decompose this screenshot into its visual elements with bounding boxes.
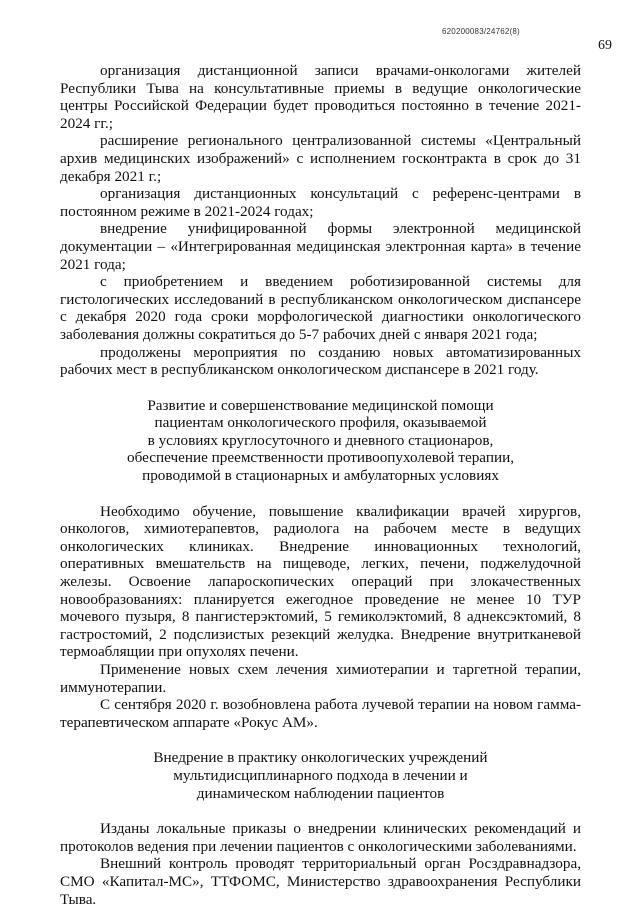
document-body [60, 62, 581, 908]
paragraph: Применение новых схем лечения химиотерапии и таргетной терапии, иммунотерапии. [60, 661, 581, 696]
document-id: 620200083/24762(8) [442, 27, 520, 36]
heading-line: динамическом наблюдении пациентов [196, 784, 445, 802]
heading-line: пациентам онкологического профиля, оказываемой [154, 414, 487, 432]
section-heading [60, 749, 581, 802]
paragraph: Необходимо обучение, повышение квалификации врачей хирургов, онкологов, химиотерапевтов, радиолога на рабочем месте в ведущих онкологических клиниках. Внедрение инновационных технологий, оперативных вмешательств на пищеводе, легких, печени, поджелудочной железы. Освоение лапароскопических операций при злокачественных новообразованиях: планируется ежегодное проведение не менее 10 ТУР мочевого пузыря, 8 пангистерэктомий, 5 гемиколэктомий, 8 аднексэктомий, 8 гастростомий, 2 подслизистых резекций желудка. Внедрение внутритканевой термоаблящии при опухолях печени. [60, 502, 581, 661]
paragraph: С сентября 2020 г. возобновлена работа лучевой терапии на новом гамма-терапевтическом аппарате «Рокус АМ». [60, 696, 581, 731]
heading-line: мультидисциплинарного подхода в лечении и [173, 766, 468, 784]
paragraph: расширение регионального централизованной системы «Центральный архив медицинских изображений» с исполнением госконтракта в срок до 31 декабря 2021 г.; [60, 132, 581, 185]
paragraph: внедрение унифицированной формы электронной медицинской документации – «Интегрированная медицинская электронная карта» в течение 2021 года; [60, 220, 581, 273]
section-heading [60, 397, 581, 485]
paragraph: Изданы локальные приказы о внедрении клинических рекомендаций и протоколов ведения при лечении пациентов с онкологическими заболеваниями. [60, 820, 581, 855]
heading-line: проводимой в стационарных и амбулаторных условиях [142, 467, 499, 485]
paragraph: продолжены мероприятия по созданию новых автоматизированных рабочих мест в республиканском онкологическом диспансере в 2021 году. [60, 343, 581, 379]
paragraph: с приобретением и введением роботизированной системы для гистологических исследований в республиканском онкологическом диспансере с декабря 2020 года сроки морфологической диагностики онкологического заболевания должны сократиться до 5-7 рабочих дней с января 2021 года; [60, 273, 581, 343]
paragraph: организация дистанционной записи врачами-онкологами жителей Республики Тыва на консультативные приемы в ведущие онкологические центры Российской Федерации будет проводиться постоянно в течение 2021-2024 гг.; [60, 62, 581, 132]
heading-line: в условиях круглосуточного и дневного стационаров, [147, 431, 494, 449]
page-number: 69 [598, 38, 612, 53]
heading-line: Развитие и совершенствование медицинской помощи [147, 396, 494, 414]
paragraph: Внешний контроль проводят территориальный орган Росздравнадзора, СМО «Капитал-МС», ТТФОМС, Министерство здравоохранения Республики Тыва. [60, 855, 581, 908]
heading-line: Внедрение в практику онкологических учреждений [153, 749, 488, 767]
paragraph: организация дистанционных консультаций с референс-центрами в постоянном режиме в 2021-2024 годах; [60, 185, 581, 220]
heading-line: обеспечение преемственности противоопухолевой терапии, [126, 449, 515, 467]
